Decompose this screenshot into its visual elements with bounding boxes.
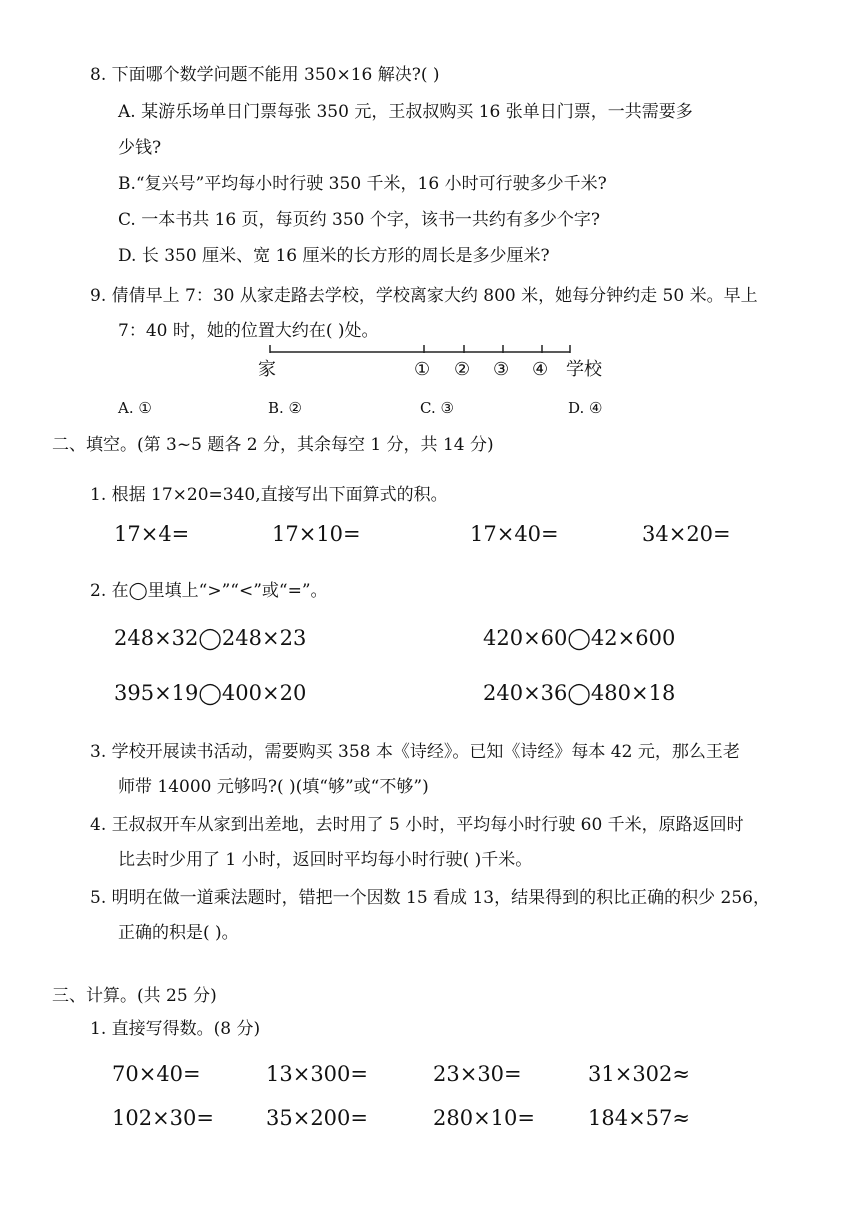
s2-q3-line2: 师带 14000 元够吗?( )(填“够”或“不够”) bbox=[118, 777, 429, 797]
s2-q3-line1: 3. 学校开展读书活动，需要购买 358 本《诗经》。已知《诗经》每本 42 元，那么王老 bbox=[90, 742, 740, 762]
q9-option-c[interactable]: C. ③ bbox=[420, 399, 454, 417]
s3-row2-item-4: 184×57≈ bbox=[588, 1106, 690, 1130]
s3-q1-stem: 1. 直接写得数。(8 分) bbox=[90, 1019, 261, 1039]
q9-stem-line1: 9. 倩倩早上 7：30 从家走路去学校，学校离家大约 800 米，她每分钟约走 50 米。早上 bbox=[90, 286, 758, 306]
s2-q4-line2: 比去时少用了 1 小时，返回时平均每小时行驶( )千米。 bbox=[118, 850, 533, 870]
q8-option-b[interactable]: B.“复兴号”平均每小时行驶 350 千米，16 小时可行驶多少千米? bbox=[118, 174, 607, 194]
s2-q1-stem: 1. 根据 17×20=340,直接写出下面算式的积。 bbox=[90, 485, 448, 505]
q9-option-d[interactable]: D. ④ bbox=[568, 399, 603, 417]
s2-q1-item-4: 34×20= bbox=[642, 522, 731, 546]
q9-stem-line2: 7：40 时，她的位置大约在( )处。 bbox=[118, 321, 379, 341]
s3-row1-item-2: 13×300= bbox=[266, 1062, 368, 1086]
s3-row2-item-1: 102×30= bbox=[112, 1106, 214, 1130]
s2-q2-item-1: 248×32◯248×23 bbox=[114, 626, 307, 650]
section3-title: 三、计算。(共 25 分) bbox=[52, 986, 217, 1006]
q8-option-c[interactable]: C. 一本书共 16 页，每页约 350 个字，该书一共约有多少个字? bbox=[118, 210, 601, 230]
q8-option-d[interactable]: D. 长 350 厘米、宽 16 厘米的长方形的周长是多少厘米? bbox=[118, 246, 550, 266]
s3-row2-item-3: 280×10= bbox=[433, 1106, 535, 1130]
s2-q2-item-3: 395×19◯400×20 bbox=[114, 681, 307, 705]
q8-stem: 8. 下面哪个数学问题不能用 350×16 解决?( ) bbox=[90, 65, 440, 85]
s3-row1-item-1: 70×40= bbox=[112, 1062, 201, 1086]
s2-q1-item-2: 17×10= bbox=[272, 522, 361, 546]
diagram-home-label: 家 bbox=[258, 359, 276, 380]
s2-q5-line1: 5. 明明在做一道乘法题时，错把一个因数 15 看成 13，结果得到的积比正确的积少 256， bbox=[90, 888, 770, 908]
s2-q2-item-4: 240×36◯480×18 bbox=[483, 681, 676, 705]
s2-q1-item-1: 17×4= bbox=[114, 522, 190, 546]
s3-row2-item-2: 35×200= bbox=[266, 1106, 368, 1130]
s2-q5-line2: 正确的积是( )。 bbox=[118, 923, 239, 943]
q9-option-a[interactable]: A. ① bbox=[118, 399, 152, 417]
s2-q2-item-2: 420×60◯42×600 bbox=[483, 626, 676, 650]
diagram-mark-3: ③ bbox=[493, 359, 510, 380]
s2-q1-item-3: 17×40= bbox=[470, 522, 559, 546]
diagram-mark-1: ① bbox=[414, 359, 431, 380]
s2-q2-stem: 2. 在◯里填上“>”“<”或“=”。 bbox=[90, 581, 328, 601]
q8-option-a-line1[interactable]: A. 某游乐场单日门票每张 350 元，王叔叔购买 16 张单日门票，一共需要多 bbox=[118, 102, 693, 122]
s2-q4-line1: 4. 王叔叔开车从家到出差地，去时用了 5 小时，平均每小时行驶 60 千米，原路返回时 bbox=[90, 815, 744, 835]
section2-title: 二、填空。(第 3~5 题各 2 分，其余每空 1 分，共 14 分) bbox=[52, 435, 494, 455]
q8-option-a-line2: 少钱? bbox=[118, 138, 162, 158]
diagram-mark-4: ④ bbox=[532, 359, 549, 380]
q9-option-b[interactable]: B. ② bbox=[268, 399, 303, 417]
s3-row1-item-4: 31×302≈ bbox=[588, 1062, 690, 1086]
diagram-mark-2: ② bbox=[454, 359, 471, 380]
diagram-school-label: 学校 bbox=[566, 359, 602, 380]
s3-row1-item-3: 23×30= bbox=[433, 1062, 522, 1086]
